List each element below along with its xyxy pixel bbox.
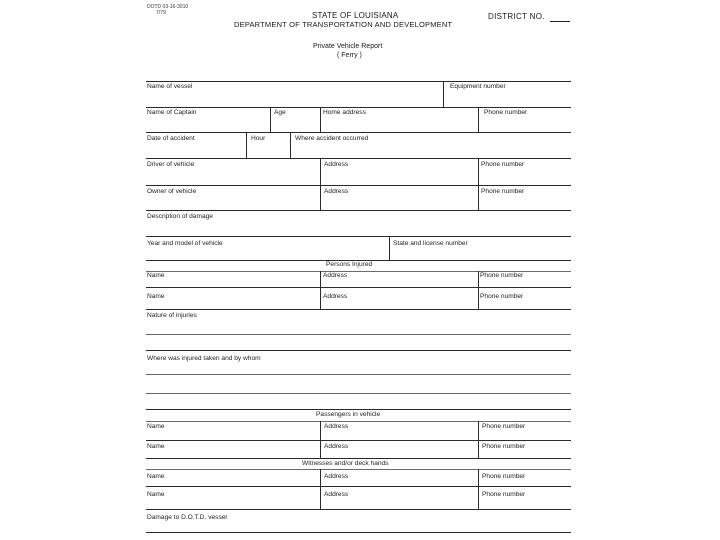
dotd-vessel-damage-label: Damage to D.O.T.D. vessel (147, 514, 227, 521)
passenger-phone-label: Phone number (482, 423, 526, 430)
department-title: DEPARTMENT OF TRANSPORTATION AND DEVELOPMENT (234, 20, 453, 29)
owner-label: Owner of vehicle (147, 188, 197, 195)
rule (146, 374, 571, 375)
rule (146, 334, 571, 335)
rule (146, 287, 571, 288)
witness-name-label: Name (147, 473, 165, 480)
rule (146, 393, 571, 394)
equipment-number-label: Equipment number (450, 83, 506, 90)
driver-address-label: Address (324, 161, 349, 168)
rule (146, 350, 571, 351)
rule (146, 486, 571, 487)
rule (146, 509, 571, 510)
accident-hour-label: Hour (251, 135, 266, 142)
form-number: DOTD 03-16-3010 (147, 4, 189, 10)
form-revision: 7/79 (156, 10, 166, 16)
rule (146, 440, 571, 441)
rule (146, 107, 571, 108)
rule (146, 158, 571, 159)
rule-bottom (146, 532, 571, 533)
rule (146, 236, 571, 237)
divider (320, 421, 321, 458)
injured-taken-label: Where was injured taken and by whom (147, 355, 261, 362)
state-title: STATE OF LOUISIANA (312, 11, 399, 20)
district-blank[interactable] (550, 21, 570, 22)
injured-name-label: Name (147, 293, 165, 300)
persons-injured-heading: Persons Injured (326, 261, 373, 268)
rule-top (146, 81, 571, 82)
witness-phone-label: Phone number (482, 491, 526, 498)
divider (478, 158, 479, 210)
divider (478, 421, 479, 458)
rule (146, 421, 571, 422)
divider (320, 107, 321, 132)
divider (389, 236, 390, 260)
vessel-name-label: Name of vessel (147, 83, 193, 90)
owner-address-label: Address (324, 188, 349, 195)
divider (320, 271, 321, 309)
rule (146, 309, 571, 310)
accident-location-label: Where accident occurred (295, 135, 369, 142)
divider (478, 469, 479, 509)
injured-phone-label: Phone number (480, 272, 524, 279)
divider (320, 469, 321, 509)
driver-label: Driver of vehicle (147, 161, 195, 168)
owner-phone-label: Phone number (481, 188, 525, 195)
rule (146, 458, 571, 459)
divider (270, 107, 271, 132)
divider (478, 271, 479, 309)
rule (146, 132, 571, 133)
state-license-label: State and license number (393, 240, 468, 247)
passenger-address-label: Address (324, 423, 349, 430)
rule (146, 185, 571, 186)
report-subtitle: ( Ferry ) (337, 52, 362, 59)
captain-name-label: Name of Captain (147, 109, 197, 116)
rule (146, 409, 571, 410)
passengers-heading: Passengers in vehicle (316, 411, 381, 418)
injured-name-label: Name (147, 272, 165, 279)
vehicle-year-model-label: Year and model of vehicle (147, 240, 223, 247)
divider (246, 132, 247, 158)
passenger-name-label: Name (147, 443, 165, 450)
driver-phone-label: Phone number (481, 161, 525, 168)
rule (146, 210, 571, 211)
injury-nature-label: Nature of injuries (147, 312, 197, 319)
divider (443, 81, 444, 107)
captain-phone-label: Phone number (484, 109, 528, 116)
divider (320, 158, 321, 210)
witness-address-label: Address (324, 473, 349, 480)
district-label: DISTRICT NO. (488, 12, 545, 21)
divider (478, 107, 479, 132)
witness-name-label: Name (147, 491, 165, 498)
divider (290, 132, 291, 158)
injured-address-label: Address (323, 272, 348, 279)
accident-date-label: Date of accident (147, 135, 195, 142)
passenger-address-label: Address (324, 443, 349, 450)
witness-phone-label: Phone number (482, 473, 526, 480)
witness-address-label: Address (324, 491, 349, 498)
witnesses-heading: Witnesses and/or deck hands (302, 460, 389, 467)
damage-description-label: Description of damage (147, 213, 213, 220)
injured-phone-label: Phone number (480, 293, 524, 300)
passenger-name-label: Name (147, 423, 165, 430)
report-title: Private Vehicle Report (313, 43, 383, 50)
injured-address-label: Address (323, 293, 348, 300)
rule (146, 469, 571, 470)
captain-address-label: Home address (323, 109, 366, 116)
captain-age-label: Age (274, 109, 286, 116)
passenger-phone-label: Phone number (482, 443, 526, 450)
